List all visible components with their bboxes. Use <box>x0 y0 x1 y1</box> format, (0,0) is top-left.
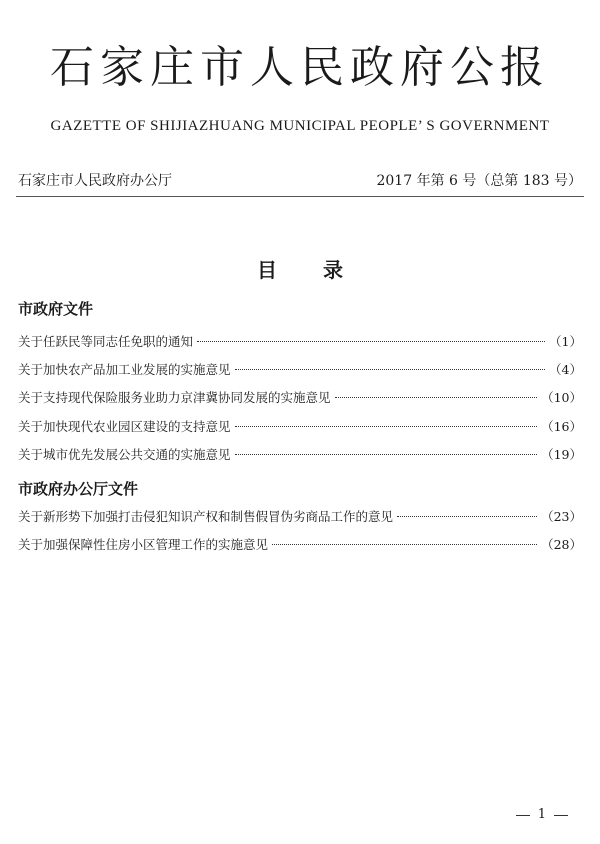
toc-entry-page: （4） <box>549 362 582 377</box>
dot-leader <box>235 454 538 455</box>
toc-entry[interactable] <box>18 361 582 379</box>
toc-entry-title: 关于加快现代农业园区建设的支持意见 <box>18 419 231 434</box>
toc-entry-title: 关于加强保障性住房小区管理工作的实施意见 <box>18 537 269 552</box>
toc-entry-page: （19） <box>541 447 582 462</box>
toc-entry-title: 关于支持现代保险服务业助力京津冀协同发展的实施意见 <box>18 390 331 405</box>
section-heading-municipal-government: 市政府文件 <box>18 300 94 318</box>
dash-right <box>554 815 568 816</box>
dot-leader <box>197 341 545 342</box>
toc-entry-page: （16） <box>541 419 582 434</box>
page-number-value: 1 <box>537 807 546 822</box>
section-heading-municipal-general-office: 市政府办公厅文件 <box>18 480 139 498</box>
toc-entry-title: 关于新形势下加强打击侵犯知识产权和制售假冒伪劣商品工作的意见 <box>18 509 394 524</box>
toc-entry[interactable] <box>18 536 582 554</box>
toc-entry-page: （23） <box>541 509 582 524</box>
toc-entry-title: 关于加快农产品加工业发展的实施意见 <box>18 362 231 377</box>
gazette-title: 石家庄市人民政府公报 <box>50 42 550 93</box>
issue-number: 2017 年第 6 号（总第 183 号） <box>376 173 582 189</box>
toc-entry[interactable] <box>18 389 582 407</box>
gazette-english-title: GAZETTE OF SHIJIAZHUANG MUNICIPAL PEOPLE’ S GOVERNMENT <box>50 118 550 134</box>
toc-entry[interactable] <box>18 446 582 464</box>
dot-leader <box>235 369 546 370</box>
dot-leader <box>235 426 538 427</box>
toc-entry[interactable] <box>18 508 582 526</box>
header-divider <box>16 196 584 197</box>
toc-title: 目录 <box>257 258 389 282</box>
toc-entry[interactable] <box>18 333 582 351</box>
toc-entry-title: 关于任跃民等同志任免职的通知 <box>18 334 194 349</box>
dot-leader <box>335 397 538 398</box>
toc-entry-page: （1） <box>549 334 582 349</box>
dash-left <box>516 815 530 816</box>
dot-leader <box>272 544 537 545</box>
toc-entry-page: （28） <box>541 537 582 552</box>
issuer: 石家庄市人民政府办公厅 <box>18 173 172 189</box>
toc-entry-title: 关于城市优先发展公共交通的实施意见 <box>18 447 231 462</box>
page-number <box>508 806 576 824</box>
toc-entry[interactable] <box>18 418 582 436</box>
dot-leader <box>397 516 537 517</box>
toc-entry-page: （10） <box>541 390 582 405</box>
